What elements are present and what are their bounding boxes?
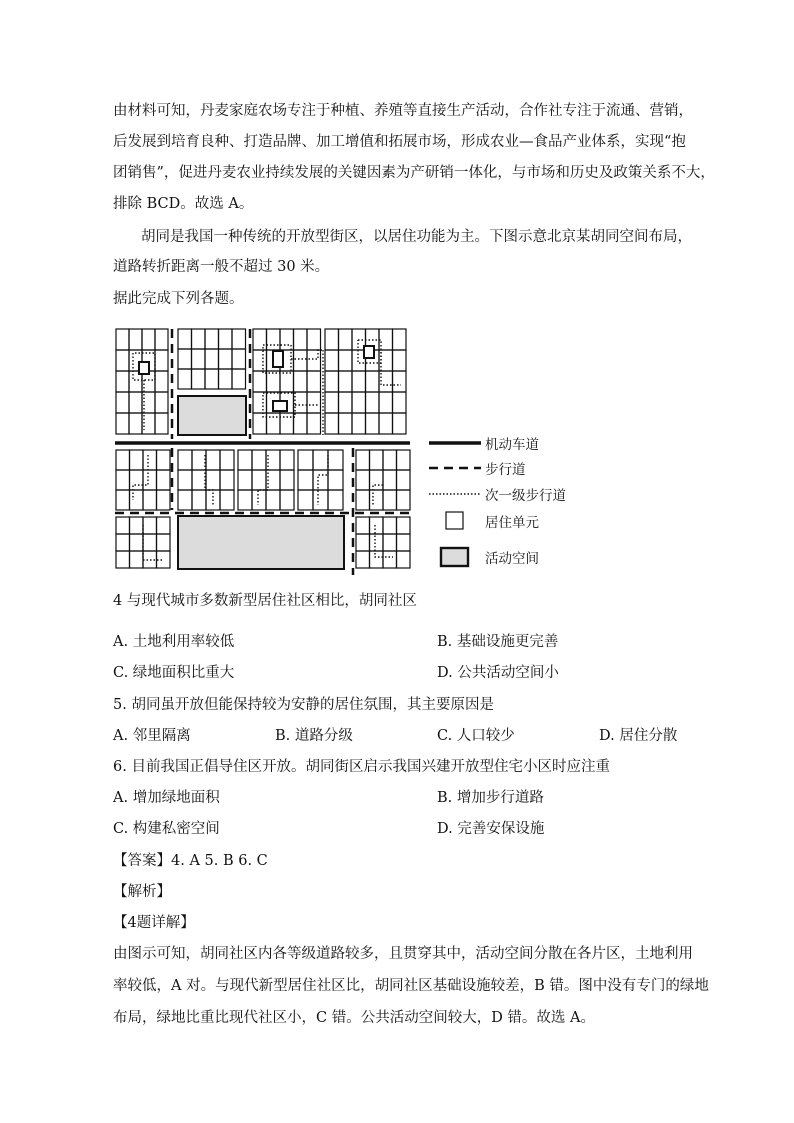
- residential-unit: [143, 470, 157, 490]
- residential-unit: [366, 392, 380, 413]
- residential-unit: [356, 551, 370, 568]
- residential-unit: [356, 534, 370, 551]
- q6-option-c[interactable]: C. 构建私密空间: [113, 821, 220, 837]
- residential-unit: [328, 450, 343, 470]
- residential-unit: [157, 470, 171, 490]
- residential-unit: [253, 329, 267, 350]
- residential-unit: [313, 490, 328, 510]
- residential-unit: [325, 329, 339, 350]
- intro-line-1: 由材料可知，丹麦家庭农场专注于种植、养殖等直接生产活动，合作社专注于流通、营销，: [113, 103, 693, 119]
- residential-unit: [116, 517, 130, 534]
- passage-line-1: 胡同是我国一种传统的开放型街区，以居住功能为主。下图示意北京某胡同空间布局，: [141, 229, 692, 245]
- question-4-stem: 4 与现代城市多数新型居住社区相比，胡同社区: [113, 593, 417, 609]
- residential-unit: [220, 450, 234, 470]
- residential-unit: [280, 371, 294, 392]
- residential-unit: [280, 413, 294, 434]
- residential-unit: [397, 490, 411, 510]
- residential-unit: [205, 349, 219, 369]
- residential-unit: [352, 371, 366, 392]
- residential-unit: [232, 369, 246, 389]
- residential-unit: [130, 490, 144, 510]
- residential-unit: [370, 490, 384, 510]
- intro-line-2: 后发展到培育良种、打造品牌、加工增值和拓展市场，形成农业—食品产业体系，实现“抱: [113, 134, 686, 150]
- q6-option-a[interactable]: A. 增加绿地面积: [113, 790, 220, 806]
- residential-unit: [325, 371, 339, 392]
- residential-unit: [397, 534, 411, 551]
- residential-unit: [325, 350, 339, 371]
- residential-unit: [116, 534, 130, 551]
- residential-unit: [280, 470, 294, 490]
- detail-line-1: 由图示可知，胡同社区内各等级道路较多，且贯穿其中，活动空间分散在各片区，土地利用: [113, 946, 693, 962]
- residential-unit: [313, 450, 328, 470]
- residential-unit: [307, 329, 321, 350]
- q5-option-c[interactable]: C. 人口较少: [437, 728, 515, 744]
- residential-unit: [130, 470, 144, 490]
- answer-line: 【答案】4. A 5. B 6. C: [113, 853, 268, 869]
- legend-item-motorway: [425, 431, 539, 455]
- residential-unit: [116, 350, 129, 371]
- residential-unit: [116, 450, 130, 470]
- residential-unit: [280, 450, 294, 470]
- residential-unit: [383, 551, 397, 568]
- residential-unit: [129, 392, 142, 413]
- residential-unit: [383, 517, 397, 534]
- residential-unit: [130, 551, 144, 568]
- legend-label: 居住单元: [485, 515, 539, 531]
- q6-option-d[interactable]: D. 完善安保设施: [437, 821, 545, 837]
- residential-unit: [379, 329, 393, 350]
- residential-unit: [397, 450, 411, 470]
- residential-unit: [116, 413, 129, 434]
- residential-unit: [298, 470, 313, 490]
- residential-unit: [238, 450, 252, 470]
- legend-item-sidewalk: [425, 456, 526, 480]
- legend-label: 活动空间: [485, 551, 539, 567]
- residential-unit: [328, 470, 343, 490]
- residential-unit: [155, 371, 168, 392]
- q4-option-d[interactable]: D. 公共活动空间小: [437, 665, 559, 681]
- residential-unit: [352, 392, 366, 413]
- residential-unit: [356, 470, 370, 490]
- legend-item-secondary-sidewalk: [425, 482, 566, 506]
- residential-unit: [298, 450, 313, 470]
- residential-unit: [356, 490, 370, 510]
- residential-unit: [356, 517, 370, 534]
- residential-unit: [252, 490, 266, 510]
- passage-line-3: 据此完成下列各题。: [113, 291, 244, 307]
- residential-unit: [178, 369, 192, 389]
- passage-line-2: 道路转折距离一般不超过 30 米。: [113, 259, 330, 275]
- q5-option-d[interactable]: D. 居住分散: [599, 728, 678, 744]
- residential-unit: [393, 329, 407, 350]
- residential-unit: [220, 490, 234, 510]
- residential-unit: [267, 371, 281, 392]
- residential-unit: [252, 450, 266, 470]
- q4-option-c[interactable]: C. 绿地面积比重大: [113, 665, 235, 681]
- residential-unit: [313, 470, 328, 490]
- residential-unit: [307, 392, 321, 413]
- residential-unit: [220, 470, 234, 490]
- detail-line-2: 率较低，A 对。与现代新型居住社区比，胡同社区基础设施较差，B 错。图中没有专门的绿地: [113, 978, 709, 994]
- residential-unit: [366, 371, 380, 392]
- residential-unit: [130, 450, 144, 470]
- residential-unit: [393, 392, 407, 413]
- residential-unit: [307, 371, 321, 392]
- legend-item-activity-space: [425, 545, 539, 569]
- residential-unit: [298, 490, 313, 510]
- residential-unit: [339, 392, 353, 413]
- residential-unit: [397, 470, 411, 490]
- residential-unit: [339, 329, 353, 350]
- residential-unit: [130, 534, 144, 551]
- secondary-sidewalk-dot-icon: [425, 482, 485, 506]
- intro-line-3: 团销售”，促进丹麦农业持续发展的关键因素为产研销一体化，与市场和历史及政策关系不大，: [113, 165, 715, 181]
- sidewalk-dash-icon: [425, 456, 485, 480]
- residential-unit: [178, 329, 192, 349]
- analysis-label: 【解析】: [113, 884, 171, 900]
- residential-unit: [129, 413, 142, 434]
- residential-unit: [366, 413, 380, 434]
- residential-unit: [379, 413, 393, 434]
- residential-unit: [383, 450, 397, 470]
- residential-unit: [397, 551, 411, 568]
- residential-unit-square-icon: [425, 509, 485, 533]
- residential-unit: [143, 450, 157, 470]
- question-5-stem: 5. 胡同虽开放但能保持较为安静的居住氛围，其主要原因是: [113, 697, 494, 713]
- residential-unit: [219, 369, 233, 389]
- residential-unit: [192, 470, 206, 490]
- residential-unit: [116, 551, 130, 568]
- residential-unit: [393, 371, 407, 392]
- residential-unit: [157, 450, 171, 470]
- residential-unit: [267, 329, 281, 350]
- detail-label: 【4题详解】: [113, 915, 195, 931]
- residential-unit: [206, 470, 220, 490]
- residential-unit: [370, 517, 384, 534]
- residential-unit: [379, 392, 393, 413]
- residential-unit: [205, 329, 219, 349]
- q6-option-b[interactable]: B. 增加步行道路: [437, 790, 544, 806]
- legend-label: 次一级步行道: [485, 488, 566, 504]
- residential-unit: [280, 329, 294, 350]
- residential-unit: [383, 534, 397, 551]
- residential-unit: [157, 534, 171, 551]
- legend-label: 步行道: [485, 462, 526, 478]
- residential-unit: [294, 413, 308, 434]
- residential-unit: [294, 392, 308, 413]
- residential-unit: [205, 369, 219, 389]
- q5-option-a[interactable]: A. 邻里隔离: [113, 728, 191, 744]
- residential-unit: [370, 534, 384, 551]
- residential-unit: [339, 371, 353, 392]
- residential-unit: [116, 371, 129, 392]
- q5-option-b[interactable]: B. 道路分级: [275, 728, 353, 744]
- residential-unit: [370, 450, 384, 470]
- residential-unit: [192, 329, 206, 349]
- legend-item-residential-unit: [425, 509, 539, 533]
- residential-unit: [370, 551, 384, 568]
- residential-unit: [219, 329, 233, 349]
- residential-unit: [129, 329, 142, 350]
- residential-unit: [143, 517, 157, 534]
- intro-line-4: 排除 BCD。故选 A。: [113, 196, 254, 212]
- residential-unit: [356, 450, 370, 470]
- residential-unit: [294, 350, 308, 371]
- detail-line-3: 布局，绿地比重比现代社区小，C 错。公共活动空间较大，D 错。故选 A。: [113, 1010, 596, 1026]
- residential-unit: [116, 392, 129, 413]
- residential-unit: [253, 413, 267, 434]
- residential-unit: [307, 413, 321, 434]
- residential-unit: [116, 329, 129, 350]
- residential-unit: [142, 329, 155, 350]
- residential-unit: [157, 517, 171, 534]
- residential-unit: [370, 470, 384, 490]
- residential-unit: [157, 551, 171, 568]
- residential-unit: [393, 413, 407, 434]
- residential-unit: [143, 490, 157, 510]
- residential-unit: [192, 450, 206, 470]
- residential-unit: [192, 490, 206, 510]
- residential-unit: [339, 413, 353, 434]
- residential-unit: [130, 517, 144, 534]
- residential-unit: [155, 413, 168, 434]
- residential-unit: [393, 350, 407, 371]
- residential-unit: [178, 450, 192, 470]
- activity-space-square-icon: [425, 545, 485, 569]
- residential-unit: [294, 371, 308, 392]
- q4-option-a[interactable]: A. 土地利用率较低: [113, 634, 235, 650]
- residential-unit: [238, 490, 252, 510]
- activity-space-bottom: [178, 516, 344, 569]
- legend-label: 机动车道: [485, 437, 539, 453]
- residential-unit: [192, 369, 206, 389]
- residential-unit: [232, 349, 246, 369]
- residential-unit: [206, 450, 220, 470]
- residential-unit: [280, 490, 294, 510]
- residential-unit: [397, 517, 411, 534]
- residential-unit: [325, 413, 339, 434]
- question-6-stem: 6. 目前我国正倡导住区开放。胡同街区启示我国兴建开放型住宅小区时应注重: [113, 759, 610, 775]
- residential-unit: [252, 470, 266, 490]
- motorway-line-icon: [425, 431, 485, 455]
- residential-unit: [383, 490, 397, 510]
- residential-unit: [178, 470, 192, 490]
- residential-unit: [116, 490, 130, 510]
- residential-unit: [383, 470, 397, 490]
- residential-unit: [325, 392, 339, 413]
- residential-unit: [219, 349, 233, 369]
- residential-unit: [253, 392, 267, 413]
- activity-space-top: [178, 396, 246, 435]
- residential-unit: [232, 329, 246, 349]
- residential-unit: [155, 392, 168, 413]
- residential-unit: [339, 350, 353, 371]
- residential-unit: [157, 490, 171, 510]
- residential-unit: [253, 350, 267, 371]
- residential-unit: [116, 470, 130, 490]
- residential-unit: [253, 371, 267, 392]
- residential-unit: [266, 490, 280, 510]
- residential-unit: [294, 329, 308, 350]
- residential-unit: [352, 413, 366, 434]
- residential-unit: [192, 349, 206, 369]
- residential-unit: [178, 490, 192, 510]
- residential-unit: [155, 350, 168, 371]
- residential-unit: [238, 470, 252, 490]
- residential-unit: [143, 534, 157, 551]
- q4-option-b[interactable]: B. 基础设施更完善: [437, 634, 559, 650]
- residential-unit: [267, 413, 281, 434]
- residential-unit: [328, 490, 343, 510]
- residential-unit: [155, 329, 168, 350]
- residential-unit: [178, 349, 192, 369]
